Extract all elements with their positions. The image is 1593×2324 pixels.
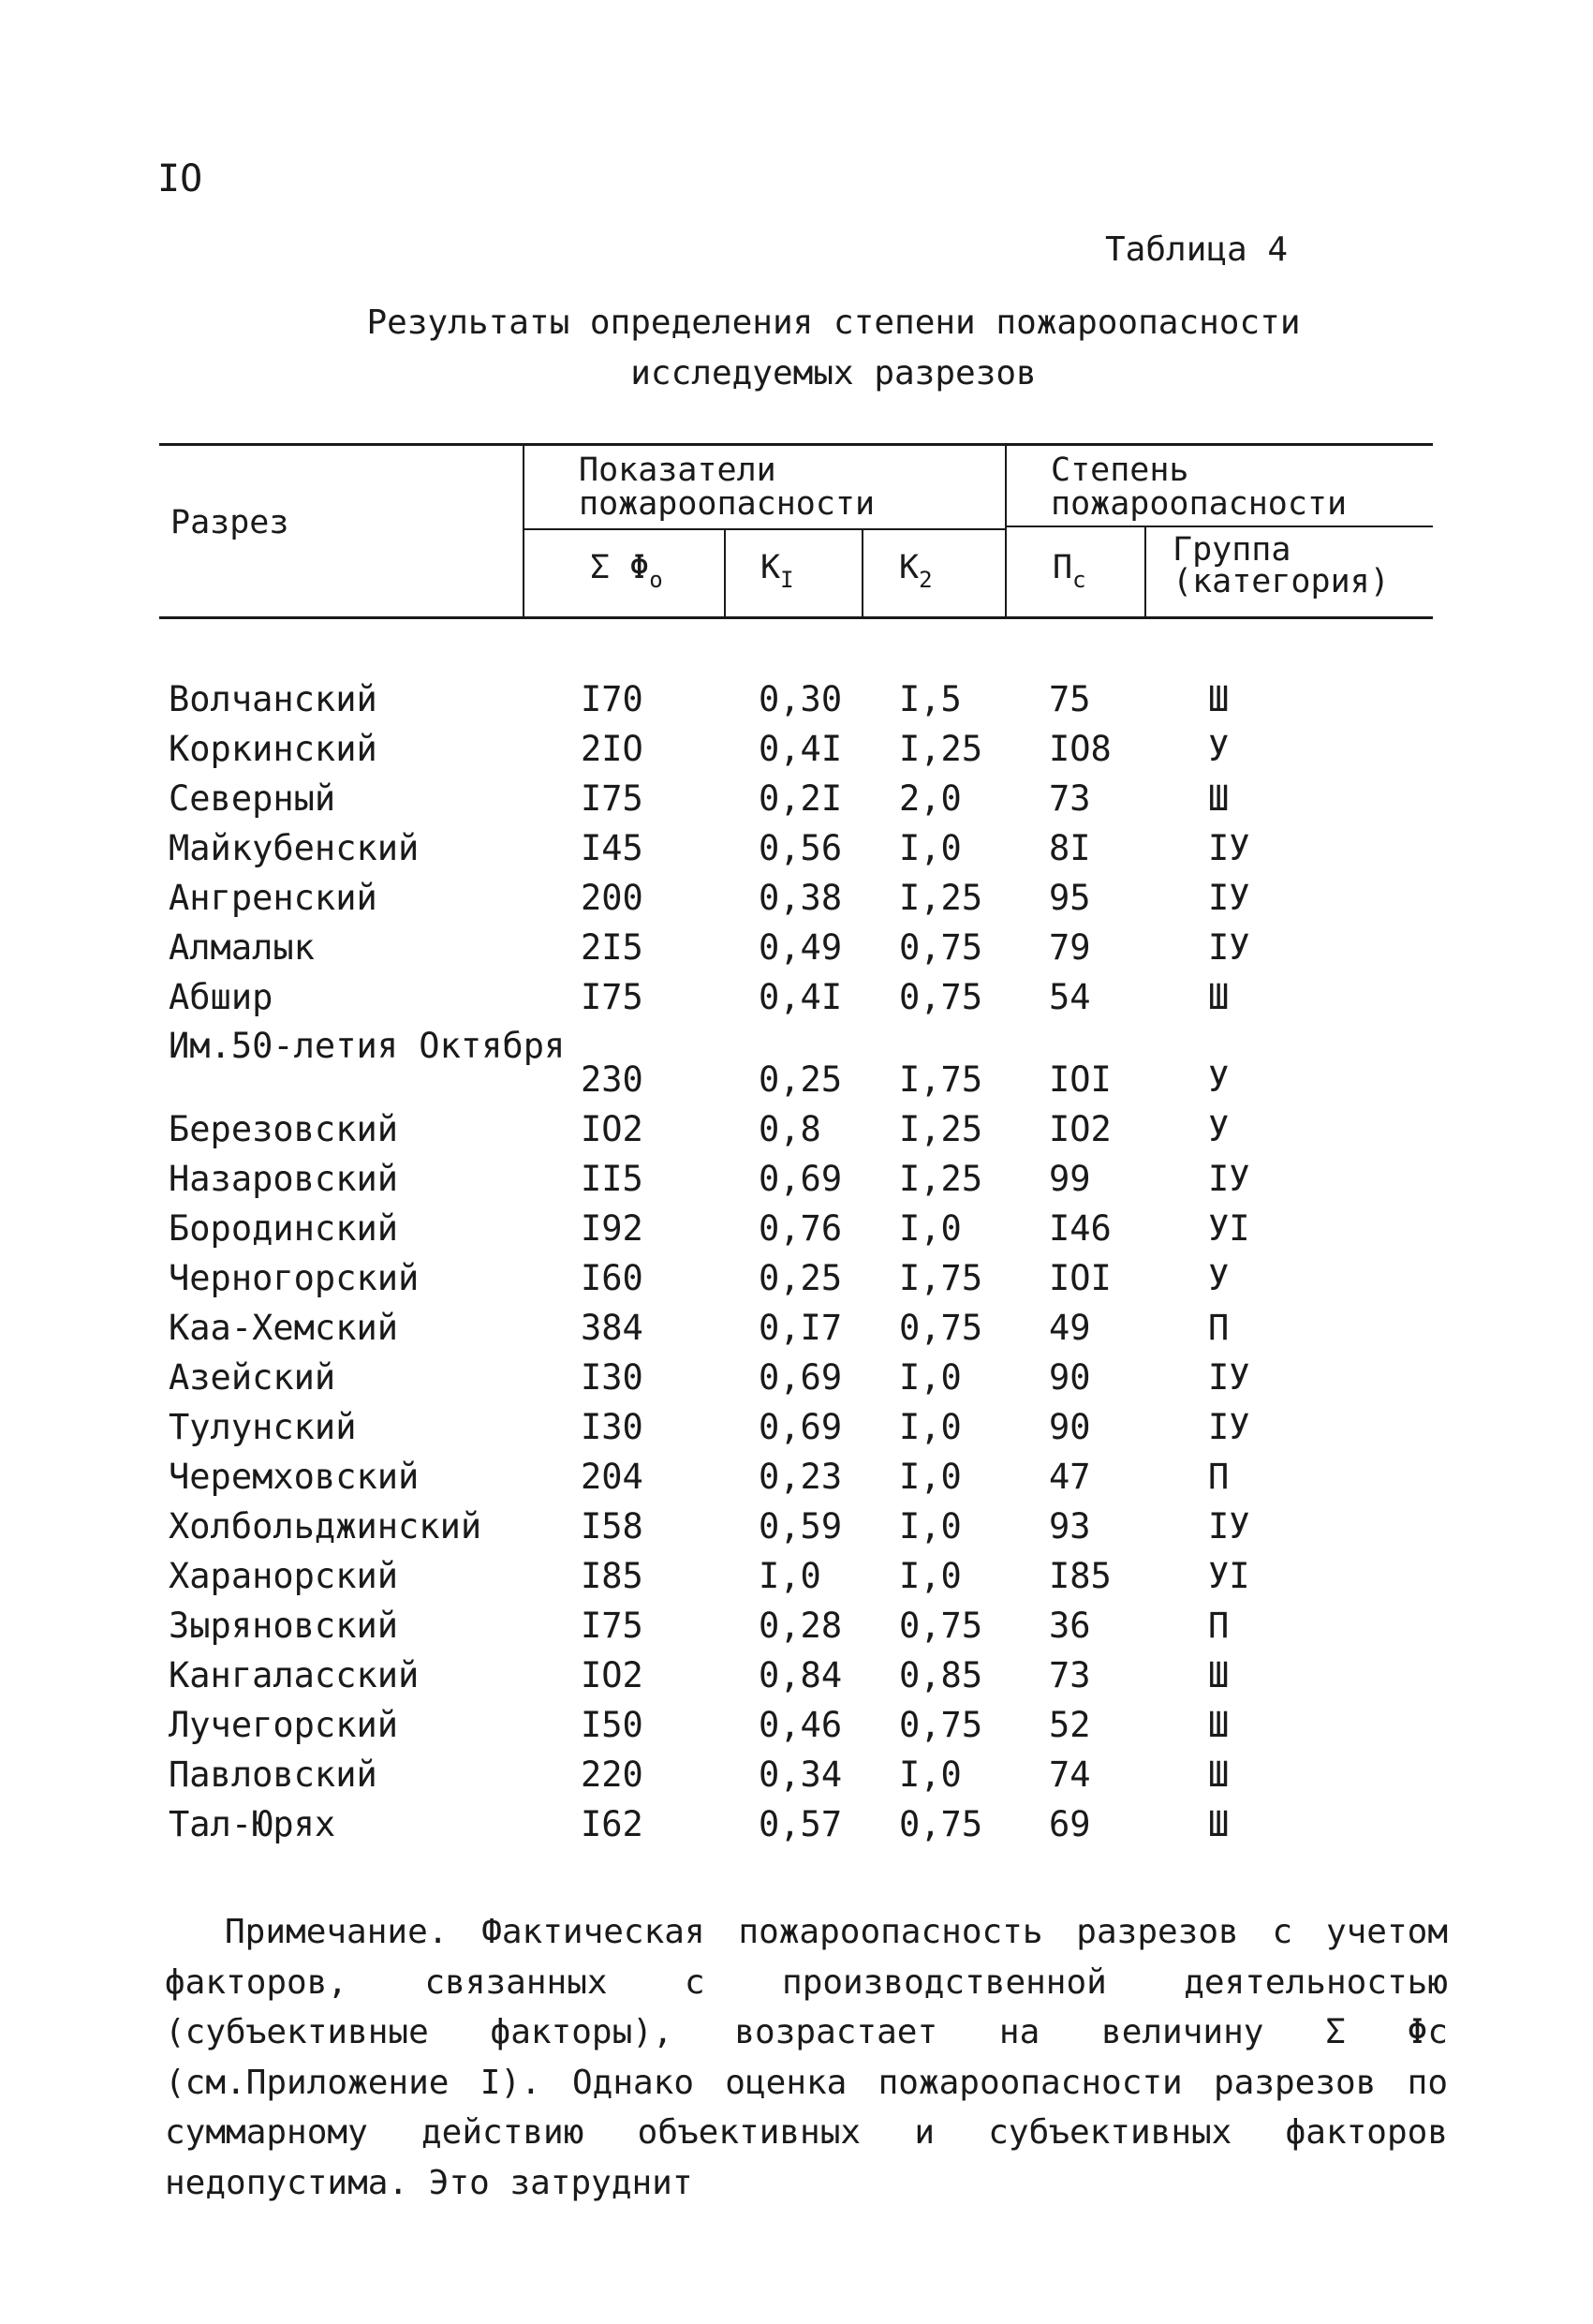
row-k1: 0,49 — [759, 927, 843, 968]
table-row — [169, 774, 1442, 823]
row-sum-phi: 2IO — [581, 729, 643, 769]
row-k2: I,25 — [899, 1109, 983, 1149]
row-k1: 0,76 — [759, 1208, 843, 1249]
row-name: Холбольджинский — [169, 1506, 482, 1547]
row-sum-phi: IO2 — [581, 1109, 643, 1149]
row-name: Тал-Юрях — [169, 1804, 336, 1844]
row-group: IУ — [1208, 1159, 1250, 1199]
table-row — [169, 1799, 1442, 1849]
row-name: Кангаласский — [169, 1655, 420, 1695]
row-k2: I,75 — [899, 1258, 983, 1298]
row-group: У — [1208, 1109, 1230, 1149]
header-razrez: Разрез — [170, 504, 289, 541]
row-pc: 73 — [1049, 778, 1091, 819]
row-sum-phi: IO2 — [581, 1655, 643, 1695]
row-k2: I,0 — [899, 1556, 962, 1596]
row-name: Им.50-летия Октября — [169, 1026, 566, 1066]
row-k1: 0,69 — [759, 1357, 843, 1398]
row-name: Алмалык — [169, 927, 315, 968]
row-k2: I,25 — [899, 729, 983, 769]
row-k1: 0,59 — [759, 1506, 843, 1547]
table-row — [169, 1022, 1442, 1104]
row-group: У — [1208, 1258, 1230, 1298]
row-sum-phi: I75 — [581, 778, 643, 819]
row-name: Павловский — [169, 1754, 377, 1795]
row-group: У — [1208, 1059, 1230, 1100]
row-k1: 0,23 — [759, 1457, 843, 1497]
row-group: Ш — [1208, 1804, 1230, 1844]
row-group: IУ — [1208, 878, 1250, 918]
row-pc: 79 — [1049, 927, 1091, 968]
row-sum-phi: 220 — [581, 1754, 643, 1795]
row-pc: 93 — [1049, 1506, 1091, 1547]
row-k1: 0,28 — [759, 1606, 843, 1646]
row-sum-phi: I75 — [581, 1606, 643, 1646]
row-k2: 0,75 — [899, 1705, 983, 1745]
row-k2: I,0 — [899, 1506, 962, 1547]
row-sum-phi: 200 — [581, 878, 643, 918]
row-name: Назаровский — [169, 1159, 399, 1199]
row-k1: 0,56 — [759, 828, 843, 868]
table-row — [169, 724, 1442, 774]
row-pc: IO2 — [1049, 1109, 1112, 1149]
row-name: Майкубенский — [169, 828, 420, 868]
row-k1: 0,8 — [759, 1109, 821, 1149]
row-k1: 0,I7 — [759, 1308, 843, 1348]
row-group: Ш — [1208, 778, 1230, 819]
row-name: Азейский — [169, 1357, 336, 1398]
row-group: УI — [1208, 1556, 1250, 1596]
row-k2: I,0 — [899, 1754, 962, 1795]
header-mid-rule-right — [1005, 525, 1433, 527]
row-k2: I,25 — [899, 1159, 983, 1199]
page-number: IO — [157, 157, 203, 200]
table-row — [169, 1204, 1442, 1253]
row-group: IУ — [1208, 1407, 1250, 1447]
row-group: УI — [1208, 1208, 1250, 1249]
row-k1: 0,25 — [759, 1258, 843, 1298]
row-sum-phi: II5 — [581, 1159, 643, 1199]
row-k1: 0,25 — [759, 1059, 843, 1100]
header-pc: $П_с$ — [1053, 549, 1086, 593]
row-sum-phi: 384 — [581, 1308, 643, 1348]
row-sum-phi: I60 — [581, 1258, 643, 1298]
header-sum-phi: Σ $\Phi_о$ — [590, 549, 663, 593]
row-group: Ш — [1208, 679, 1230, 719]
row-k1: 0,84 — [759, 1655, 843, 1695]
row-group: IУ — [1208, 1506, 1250, 1547]
row-k2: I,25 — [899, 878, 983, 918]
table-label: Таблица 4 — [1105, 230, 1289, 269]
row-k1: 0,46 — [759, 1705, 843, 1745]
row-sum-phi: I30 — [581, 1357, 643, 1398]
table-row — [169, 1750, 1442, 1799]
row-k2: 0,75 — [899, 1606, 983, 1646]
note-text: Примечание. Фактическая пожароопасность разрезов с учетом факторов, связанных с производственной деятельностью (субъективные факторы), возрастает на величину Σ Φс (см.Приложение I). Однако оценка пожароопасности разрезов по суммарному действию объективных и субъективных факторов недопустима. Это затруднит — [165, 1913, 1448, 2202]
row-k2: I,75 — [899, 1059, 983, 1100]
header-divider-1 — [523, 445, 524, 616]
row-pc: IOI — [1049, 1059, 1112, 1100]
row-group: П — [1208, 1457, 1230, 1497]
row-pc: 47 — [1049, 1457, 1091, 1497]
row-group: IУ — [1208, 828, 1250, 868]
table-row — [169, 1154, 1442, 1204]
row-pc: 73 — [1049, 1655, 1091, 1695]
header-bottom-rule — [159, 616, 1433, 619]
row-group: IУ — [1208, 927, 1250, 968]
table-row — [169, 674, 1442, 724]
row-pc: IO8 — [1049, 729, 1112, 769]
row-name: Лучегорский — [169, 1705, 399, 1745]
note — [165, 1907, 1448, 2208]
row-k2: I,0 — [899, 1407, 962, 1447]
row-k2: I,0 — [899, 828, 962, 868]
header-k2: $К_2$ — [899, 549, 933, 593]
row-name: Ангренский — [169, 878, 377, 918]
row-name: Зыряновский — [169, 1606, 399, 1646]
table-row — [169, 1452, 1442, 1502]
row-name: Черемховский — [169, 1457, 420, 1497]
table-title: Результаты определения степени пожароопасности исследуемых разрезов — [366, 303, 1301, 392]
row-sum-phi: I92 — [581, 1208, 643, 1249]
row-group: Ш — [1208, 1655, 1230, 1695]
row-sum-phi: I50 — [581, 1705, 643, 1745]
row-k1: 0,30 — [759, 679, 843, 719]
header-indicators-group: Показатели пожароопасности — [579, 451, 876, 523]
row-pc: I46 — [1049, 1208, 1112, 1249]
table-row — [169, 823, 1442, 873]
row-k2: 0,75 — [899, 1804, 983, 1844]
row-pc: 49 — [1049, 1308, 1091, 1348]
row-pc: 52 — [1049, 1705, 1091, 1745]
row-k2: I,0 — [899, 1208, 962, 1249]
row-sum-phi: 230 — [581, 1059, 643, 1100]
row-group: П — [1208, 1606, 1230, 1646]
row-pc: 74 — [1049, 1754, 1091, 1795]
row-group: П — [1208, 1308, 1230, 1348]
row-sum-phi: 204 — [581, 1457, 643, 1497]
row-k1: 0,57 — [759, 1804, 843, 1844]
row-k1: 0,69 — [759, 1407, 843, 1447]
table-row — [169, 972, 1442, 1022]
row-name: Харанорский — [169, 1556, 399, 1596]
row-k2: I,5 — [899, 679, 962, 719]
row-pc: 54 — [1049, 977, 1091, 1017]
table-row — [169, 1402, 1442, 1452]
row-pc: I85 — [1049, 1556, 1112, 1596]
table-row — [169, 923, 1442, 972]
table-row — [169, 1253, 1442, 1303]
table-body — [169, 674, 1442, 1849]
row-k2: 0,75 — [899, 1308, 983, 1348]
row-pc: 69 — [1049, 1804, 1091, 1844]
row-pc: 75 — [1049, 679, 1091, 719]
row-name: Абшир — [169, 977, 273, 1017]
row-pc: 90 — [1049, 1357, 1091, 1398]
row-k1: 0,2I — [759, 778, 843, 819]
row-name: Черногорский — [169, 1258, 420, 1298]
row-k1: 0,34 — [759, 1754, 843, 1795]
row-pc: 36 — [1049, 1606, 1091, 1646]
row-k2: 0,85 — [899, 1655, 983, 1695]
row-k2: 0,75 — [899, 927, 983, 968]
row-name: Березовский — [169, 1109, 399, 1149]
row-name: Волчанский — [169, 679, 377, 719]
table-row — [169, 1601, 1442, 1650]
row-sum-phi: I30 — [581, 1407, 643, 1447]
header-mid-rule-left — [523, 528, 1005, 530]
table-row — [169, 1551, 1442, 1601]
row-name: Каа-Хемский — [169, 1308, 399, 1348]
row-k1: 0,4I — [759, 977, 843, 1017]
row-k2: I,0 — [899, 1457, 962, 1497]
row-group: У — [1208, 729, 1230, 769]
header-group-category: Группа (категория) — [1173, 531, 1390, 600]
row-pc: 95 — [1049, 878, 1091, 918]
row-sum-phi: I62 — [581, 1804, 643, 1844]
table-row — [169, 1303, 1442, 1353]
row-sum-phi: I45 — [581, 828, 643, 868]
header-divider-2 — [724, 529, 726, 616]
table-top-rule — [159, 443, 1433, 446]
table-row — [169, 1104, 1442, 1154]
row-k2: 0,75 — [899, 977, 983, 1017]
table-row — [169, 873, 1442, 923]
row-group: IУ — [1208, 1357, 1250, 1398]
header-degree-group: Степень пожароопасности — [1051, 451, 1348, 523]
row-name: Коркинский — [169, 729, 377, 769]
row-k1: 0,69 — [759, 1159, 843, 1199]
row-sum-phi: I75 — [581, 977, 643, 1017]
row-pc: 8I — [1049, 828, 1091, 868]
row-pc: IOI — [1049, 1258, 1112, 1298]
row-k1: 0,4I — [759, 729, 843, 769]
table-row — [169, 1650, 1442, 1700]
row-group: Ш — [1208, 1705, 1230, 1745]
row-sum-phi: I58 — [581, 1506, 643, 1547]
row-name: Бородинский — [169, 1208, 399, 1249]
row-k1: 0,38 — [759, 878, 843, 918]
table-row — [169, 1700, 1442, 1750]
row-pc: 99 — [1049, 1159, 1091, 1199]
row-sum-phi: I85 — [581, 1556, 643, 1596]
header-divider-3 — [862, 529, 863, 616]
row-k2: I,0 — [899, 1357, 962, 1398]
row-pc: 90 — [1049, 1407, 1091, 1447]
row-k2: 2,0 — [899, 778, 962, 819]
table-row — [169, 1353, 1442, 1402]
row-name: Северный — [169, 778, 336, 819]
row-sum-phi: 2I5 — [581, 927, 643, 968]
header-divider-5 — [1144, 527, 1146, 616]
table-row — [169, 1502, 1442, 1551]
header-k1: $К_I$ — [760, 549, 794, 593]
row-group: Ш — [1208, 1754, 1230, 1795]
header-divider-4 — [1005, 445, 1007, 616]
row-name: Тулунский — [169, 1407, 357, 1447]
row-k1: I,0 — [759, 1556, 821, 1596]
row-sum-phi: I70 — [581, 679, 643, 719]
row-group: Ш — [1208, 977, 1230, 1017]
